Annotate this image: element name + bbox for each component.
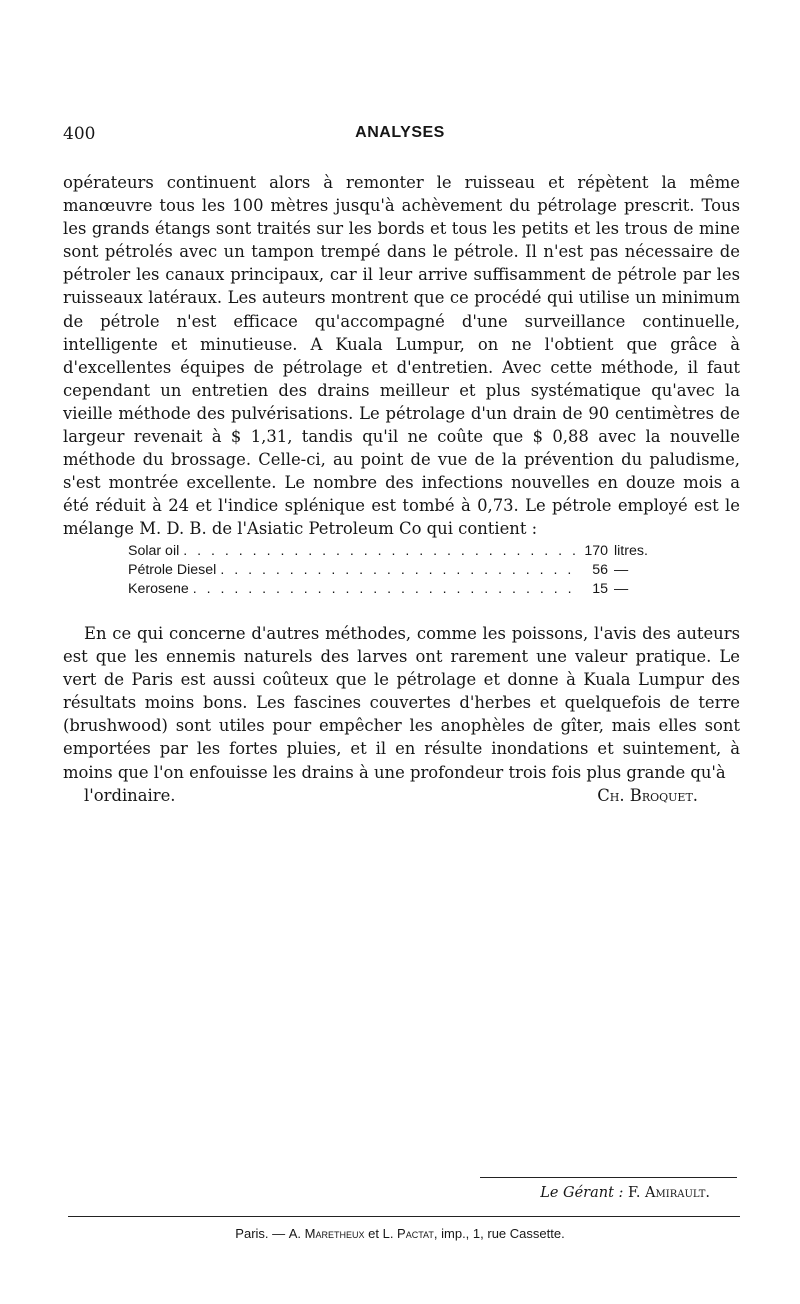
mixture-unit: litres. — [614, 543, 648, 559]
printer-imprint — [0, 1226, 800, 1241]
table-row — [128, 580, 676, 599]
footer-rule-long — [68, 1216, 740, 1217]
mixture-item: Solar oil — [128, 543, 180, 559]
dot-leader — [220, 561, 576, 580]
paragraph-1-text: opérateurs continuent alors à remonter le ruisseau et répètent la même manœuvre tous les 100 mètres jusqu'à achèvement du pétrolage prescrit. Tous les grands étangs sont traités sur les bords et tous les petits et les trous de mine sont pétrolés avec un tampon trempé dans le pétrole. Il n'est pas nécessaire de pétroler les canaux principaux, car il leur arrive suffisamment de pétrole par les ruisseaux latéraux. Les auteurs montrent que ce procédé qui utilise un minimum de pétrole n'est efficace qu'accompagné d'une surveillance continuelle, intelligente et minutieuse. A Kuala Lumpur, on ne l'obtient que grâce à d'excellentes équipes de pétrolage et d'entretien. Avec cette méthode, il faut cependant un entretien des drains meilleur et plus systématique qu'avec la vieille méthode des pulvérisations. Le pétrolage d'un drain de 90 centimètres de largeur revenait à $ 1,31, tandis qu'il ne coûte que $ 0,88 avec la nouvelle méthode du brossage. Celle-ci, au point de vue de la prévention du paludisme, s'est montrée excellente. Le nombre des infections nouvelles en douze mois a été réduit à 24 et l'indice splénique est tombé à 0,73. Le pétrole employé est le mélange M. D. B. de l'Asiatic Petroleum Co qui contient : — [63, 173, 740, 539]
mixture-item: Pétrole Diesel — [128, 561, 217, 578]
mixture-unit: — — [614, 561, 629, 578]
gerant-name: F. Amirault. — [628, 1185, 710, 1201]
table-row — [128, 561, 676, 580]
running-head: ANALYSES — [355, 124, 445, 141]
gerant-label: Le Gérant : — [540, 1185, 624, 1201]
paragraph-2-end: l'ordinaire. — [84, 785, 176, 805]
page-number: 400 — [63, 124, 96, 144]
mixture-table — [128, 542, 676, 598]
author-signature: Ch. Broquet. — [597, 785, 698, 805]
table-row — [128, 542, 676, 561]
paragraph-2 — [63, 622, 740, 807]
footer-rule-short — [480, 1177, 737, 1178]
dot-leader — [193, 580, 576, 599]
imprint-and: et — [368, 1226, 379, 1241]
imprint-address: imp., 1, rue Cassette. — [441, 1226, 565, 1241]
paragraph-2-text: En ce qui concerne d'autres méthodes, comme les poissons, l'avis des auteurs est que les ennemis naturels des larves ont rarement une valeur pratique. Le vert de Paris est aussi coûteux que le pétrolage et donne à Kuala Lumpur des résultats moins bons. Les fascines couvertes d'herbes et quelquefois de terre (brushwood) sont utiles pour empêcher les anophèles de gîter, mais elles sont emportées par les fortes pluies, et il en résulte inondations et suintement, à moins que l'on enfouisse les drains à une profondeur trois fois plus grande qu'à — [63, 624, 740, 782]
mixture-unit: — — [614, 580, 629, 597]
mixture-item: Kerosene — [128, 580, 189, 597]
page-header — [63, 124, 737, 148]
imprint-city: Paris. — — [235, 1226, 286, 1241]
printer-name-2: L. Pactat, — [382, 1226, 438, 1241]
mixture-qty: 15 — [592, 580, 608, 597]
mixture-qty: 170 — [584, 543, 608, 559]
paragraph-1 — [63, 171, 740, 541]
gerant-line — [540, 1185, 710, 1201]
signature-line — [63, 784, 740, 807]
printer-name-1: A. Maretheux — [288, 1226, 365, 1241]
dot-leader — [183, 542, 576, 561]
mixture-qty: 56 — [592, 561, 608, 578]
